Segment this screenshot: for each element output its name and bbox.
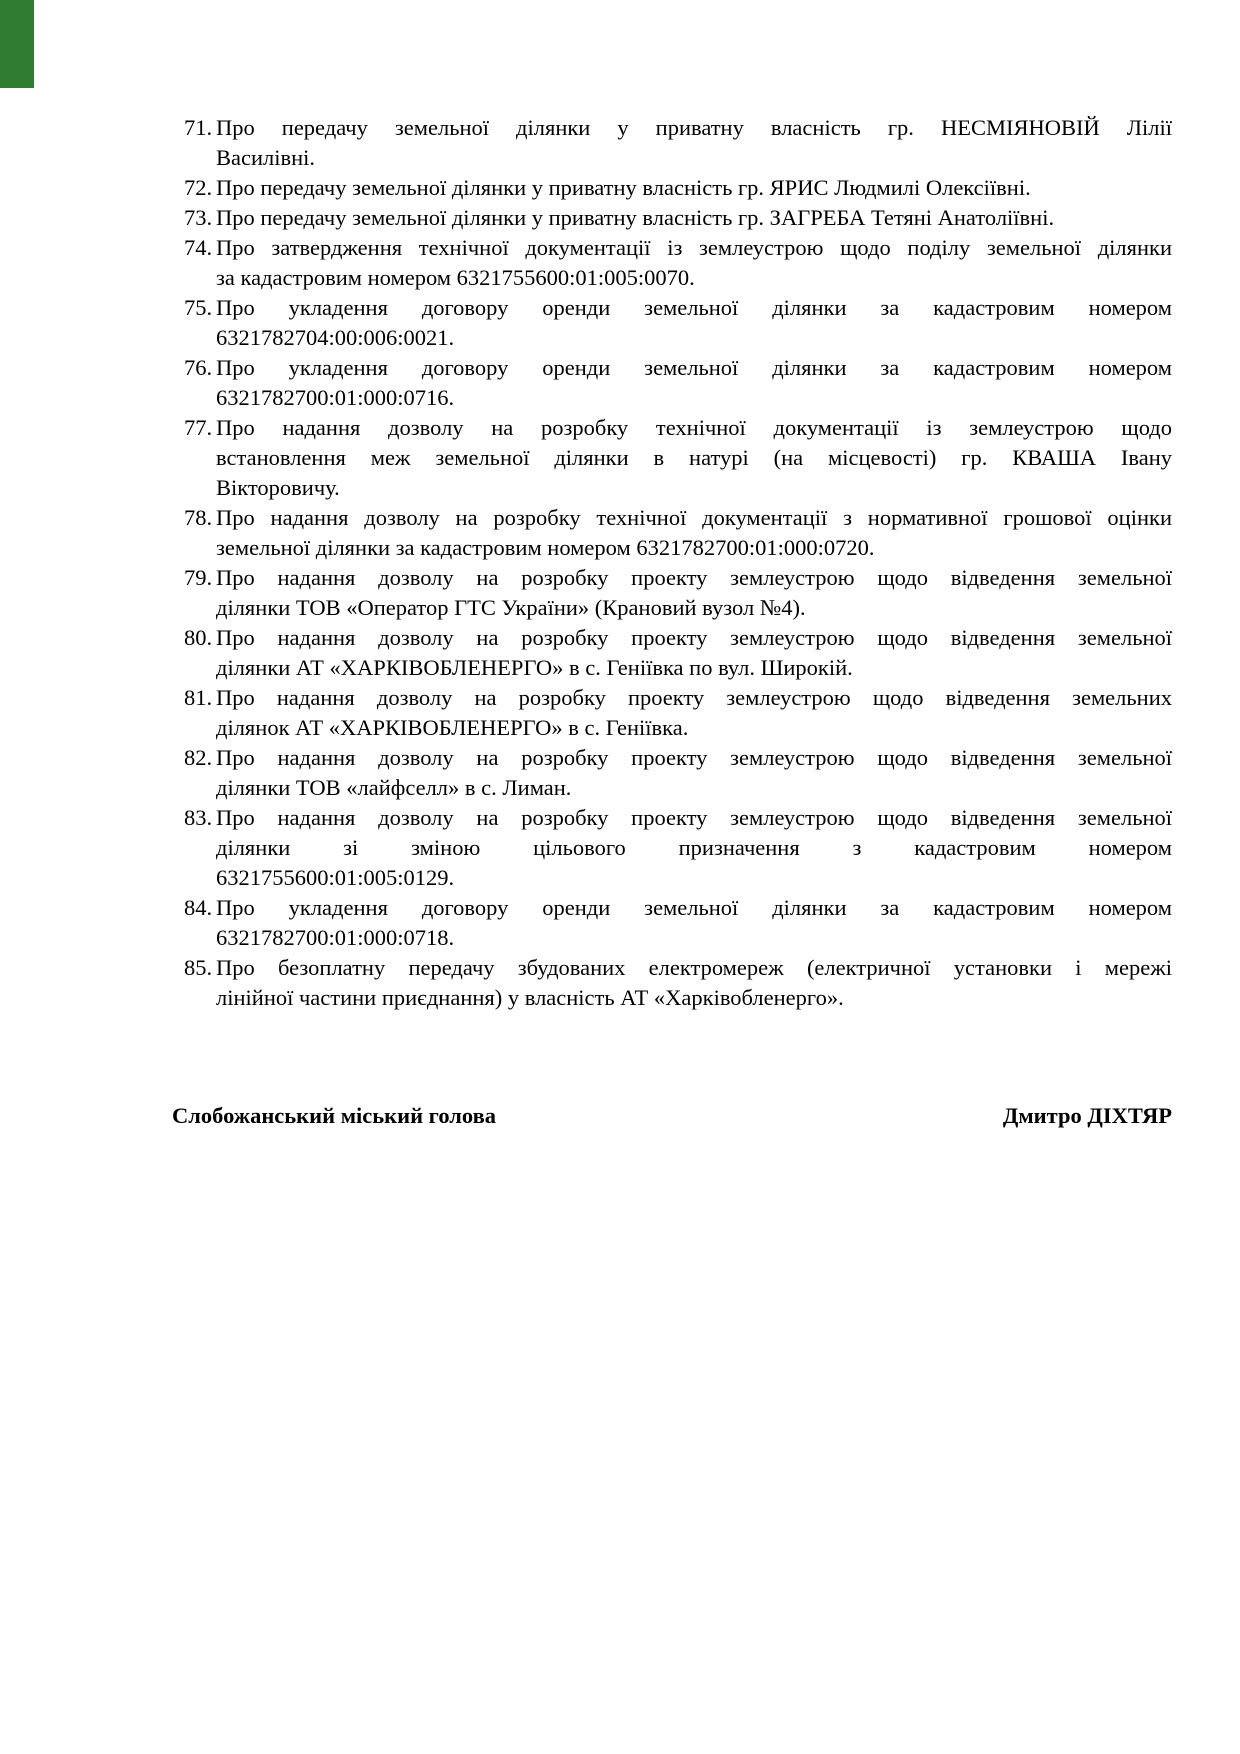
item-line: 6321782700:01:000:0718. <box>216 925 455 950</box>
item-number: 82. <box>184 745 213 770</box>
list-item <box>184 203 1172 233</box>
item-line: Про укладення договору оренди земельної ділянки за кадастровим номером <box>216 895 1172 920</box>
list-item <box>184 173 1172 203</box>
item-number: 80. <box>184 625 213 650</box>
item-line: за кадастровим номером 6321755600:01:005:0070. <box>216 265 695 290</box>
item-text <box>216 563 1172 623</box>
item-line: Вікторовичу. <box>216 475 340 500</box>
item-text <box>216 233 1172 293</box>
item-text <box>216 893 1172 953</box>
item-line: ділянки зі зміною цільового призначення з кадастровим номером <box>216 835 1172 860</box>
item-number: 76. <box>184 355 213 380</box>
item-number: 84. <box>184 895 213 920</box>
list-item <box>184 893 1172 953</box>
item-number: 83. <box>184 805 213 830</box>
agenda-list <box>184 113 1172 1013</box>
item-text <box>216 953 1172 1013</box>
item-line: встановлення меж земельної ділянки в натурі (на місцевості) гр. КВАША Івану <box>216 445 1172 470</box>
item-line: Василівні. <box>216 145 316 170</box>
item-text <box>216 803 1172 893</box>
item-text <box>216 353 1172 413</box>
item-line: Про укладення договору оренди земельної ділянки за кадастровим номером <box>216 295 1172 320</box>
item-line: ділянок АТ «ХАРКІВОБЛЕНЕРГО» в с. Геніївка. <box>216 715 689 740</box>
list-item <box>184 623 1172 683</box>
corner-marker <box>0 0 34 88</box>
item-number: 74. <box>184 235 213 260</box>
item-line: Про надання дозволу на розробку проекту землеустрою щодо відведення земельної <box>216 745 1172 770</box>
item-line: Про надання дозволу на розробку проекту землеустрою щодо відведення земельних <box>216 685 1172 710</box>
item-number: 72. <box>184 175 213 200</box>
item-line: ділянки ТОВ «Оператор ГТС України» (Крановий вузол №4). <box>216 595 806 620</box>
list-item <box>184 683 1172 743</box>
item-number: 85. <box>184 955 213 980</box>
item-number: 79. <box>184 565 213 590</box>
item-number: 71. <box>184 115 213 140</box>
list-item <box>184 803 1172 893</box>
list-item <box>184 233 1172 293</box>
item-line: Про передачу земельної ділянки у приватну власність гр. НЕСМІЯНОВІЙ Лілії <box>216 115 1172 140</box>
item-line: ділянки АТ «ХАРКІВОБЛЕНЕРГО» в с. Геніївка по вул. Широкій. <box>216 655 853 680</box>
item-line: ділянки ТОВ «лайфселл» в с. Лиман. <box>216 775 572 800</box>
item-text <box>216 623 1172 683</box>
list-item <box>184 743 1172 803</box>
signature-name: Дмитро ДІХТЯР <box>1002 1103 1172 1128</box>
item-text <box>216 293 1172 353</box>
item-number: 78. <box>184 505 213 530</box>
item-text <box>216 413 1172 503</box>
item-number: 75. <box>184 295 213 320</box>
list-item <box>184 413 1172 503</box>
item-number: 77. <box>184 415 213 440</box>
list-item <box>184 353 1172 413</box>
item-text <box>216 173 1172 203</box>
item-line: 6321782704:00:006:0021. <box>216 325 455 350</box>
item-line: Про передачу земельної ділянки у приватну власність гр. ЯРИС Людмилі Олексіївні. <box>216 175 1031 200</box>
item-line: Про передачу земельної ділянки у приватну власність гр. ЗАГРЕБА Тетяні Анатоліївні. <box>216 205 1055 230</box>
item-line: Про безоплатну передачу збудованих електромереж (електричної установки і мережі <box>216 955 1172 980</box>
list-item <box>184 293 1172 353</box>
item-line: Про надання дозволу на розробку проекту землеустрою щодо відведення земельної <box>216 565 1172 590</box>
list-item <box>184 563 1172 623</box>
item-text <box>216 743 1172 803</box>
item-text <box>216 203 1172 233</box>
item-line: Про надання дозволу на розробку технічної документації з нормативної грошової оцінки <box>216 505 1172 530</box>
item-text <box>216 683 1172 743</box>
item-line: Про надання дозволу на розробку проекту землеустрою щодо відведення земельної <box>216 625 1172 650</box>
item-number: 73. <box>184 205 213 230</box>
item-text <box>216 503 1172 563</box>
item-text <box>216 113 1172 173</box>
item-line: Про надання дозволу на розробку проекту землеустрою щодо відведення земельної <box>216 805 1172 830</box>
item-line: лінійної частини приєднання) у власність АТ «Харківобленерго». <box>216 985 844 1010</box>
list-item <box>184 503 1172 563</box>
item-line: земельної ділянки за кадастровим номером 6321782700:01:000:0720. <box>216 535 875 560</box>
list-item <box>184 113 1172 173</box>
item-line: 6321755600:01:005:0129. <box>216 865 455 890</box>
item-line: Про укладення договору оренди земельної ділянки за кадастровим номером <box>216 355 1172 380</box>
item-number: 81. <box>184 685 213 710</box>
item-line: 6321782700:01:000:0716. <box>216 385 455 410</box>
signature-row <box>172 1101 1172 1131</box>
item-line: Про затвердження технічної документації із землеустрою щодо поділу земельної ділянки <box>216 235 1172 260</box>
list-item <box>184 953 1172 1013</box>
item-line: Про надання дозволу на розробку технічної документації із землеустрою щодо <box>216 415 1172 440</box>
signature-title: Слобожанський міський голова <box>172 1103 496 1128</box>
